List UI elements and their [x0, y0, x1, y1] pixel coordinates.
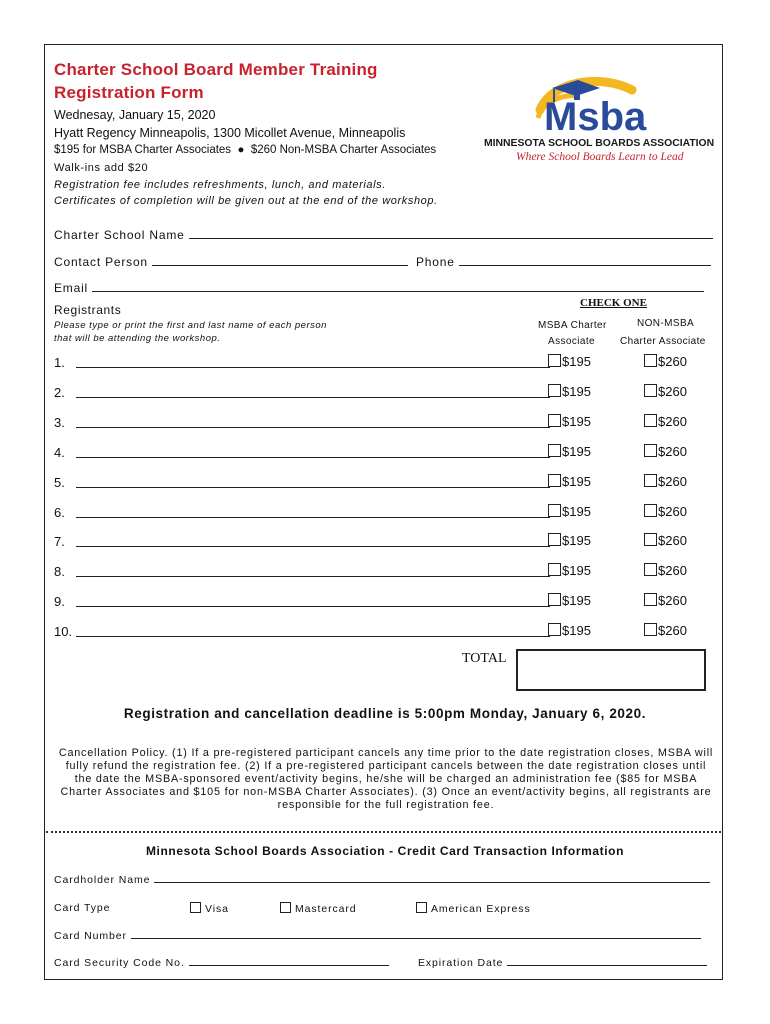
cardholder-line[interactable] — [154, 874, 710, 883]
member-price-option[interactable] — [548, 414, 591, 429]
security-code-field[interactable] — [54, 957, 389, 969]
visa-checkbox[interactable] — [190, 902, 201, 913]
nonmember-price: $260 — [658, 623, 687, 639]
member-price: $195 — [562, 503, 591, 519]
registrant-row — [54, 594, 714, 616]
member-checkbox[interactable] — [548, 474, 561, 487]
includes-note: Registration fee includes refreshments, lunch, and materials. — [54, 179, 386, 191]
member-checkbox[interactable] — [548, 384, 561, 397]
registrant-number: 9. — [54, 594, 65, 610]
nonmember-price: $260 — [658, 533, 687, 549]
phone-field[interactable] — [416, 255, 711, 269]
amex-label: American Express — [431, 903, 531, 915]
nonmember-checkbox[interactable] — [644, 474, 657, 487]
col1-header-2: Associate — [548, 336, 595, 347]
nonmember-checkbox[interactable] — [644, 354, 657, 367]
certificates-note: Certificates of completion will be given out at the end of the workshop. — [54, 195, 438, 207]
nonmember-checkbox[interactable] — [644, 444, 657, 457]
cardholder-field[interactable] — [54, 874, 710, 886]
registrant-name-line[interactable] — [76, 546, 550, 547]
member-checkbox[interactable] — [548, 593, 561, 606]
registrant-number: 2. — [54, 384, 65, 400]
school-name-field[interactable] — [54, 228, 713, 242]
member-price: $195 — [562, 443, 591, 459]
member-checkbox[interactable] — [548, 533, 561, 546]
card-number-field[interactable] — [54, 930, 701, 942]
member-price: $195 — [562, 593, 591, 609]
registrant-number: 5. — [54, 474, 65, 490]
col2-header-1: NON-MSBA — [637, 318, 695, 329]
nonmember-checkbox[interactable] — [644, 504, 657, 517]
total-box[interactable] — [516, 649, 706, 691]
expiration-field[interactable] — [418, 957, 707, 969]
member-price: $195 — [562, 623, 591, 639]
logo-acronym: Msba — [544, 95, 647, 139]
email-line[interactable] — [92, 281, 704, 292]
registrant-name-line[interactable] — [76, 517, 550, 518]
nonmember-price-option[interactable] — [644, 444, 687, 459]
security-code-label: Card Security Code No. — [54, 957, 185, 969]
registrant-number: 3. — [54, 414, 65, 430]
registrants-instructions-1: Please type or print the first and last name of each person — [54, 320, 327, 331]
nonmember-price-option[interactable] — [644, 623, 687, 638]
expiration-line[interactable] — [507, 957, 707, 966]
school-name-line[interactable] — [189, 228, 713, 239]
registrant-name-line[interactable] — [76, 636, 550, 637]
registrant-number: 7. — [54, 534, 65, 550]
member-price-option[interactable] — [548, 384, 591, 399]
nonmember-checkbox[interactable] — [644, 533, 657, 546]
member-price-option[interactable] — [548, 533, 591, 548]
nonmember-price: $260 — [658, 563, 687, 579]
amex-checkbox[interactable] — [416, 902, 427, 913]
registrant-name-line[interactable] — [76, 606, 550, 607]
registrant-number: 1. — [54, 355, 65, 370]
nonmember-checkbox[interactable] — [644, 593, 657, 606]
nonmember-price-option[interactable] — [644, 504, 687, 519]
section-divider — [46, 831, 721, 833]
registrant-number: 8. — [54, 564, 65, 580]
registrant-name-line[interactable] — [76, 576, 550, 577]
contact-line[interactable] — [152, 255, 408, 266]
nonmember-price-option[interactable] — [644, 354, 687, 369]
nonmember-price: $260 — [658, 413, 687, 429]
nonmember-price-option[interactable] — [644, 593, 687, 608]
form-subtitle: Registration Form — [54, 83, 204, 102]
event-location: Hyatt Regency Minneapolis, 1300 Micollet Avenue, Minneapolis — [54, 126, 406, 140]
walkins-note: Walk-ins add $20 — [54, 162, 149, 174]
registrant-name-line[interactable] — [76, 427, 550, 428]
member-checkbox[interactable] — [548, 354, 561, 367]
member-price-option[interactable] — [548, 354, 591, 369]
member-checkbox[interactable] — [548, 414, 561, 427]
registrant-row — [54, 355, 714, 377]
msba-logo — [482, 72, 714, 172]
col1-header-1: MSBA Charter — [538, 320, 607, 331]
bullet-icon: ● — [234, 144, 248, 156]
registrant-row — [54, 415, 714, 437]
registrant-row — [54, 385, 714, 407]
email-field[interactable] — [54, 281, 704, 295]
mastercard-option[interactable] — [280, 902, 357, 915]
nonmember-price: $260 — [658, 503, 687, 519]
registrant-row — [54, 534, 714, 556]
member-price-option[interactable] — [548, 474, 591, 489]
registrant-row — [54, 475, 714, 497]
nonmember-price: $260 — [658, 473, 687, 489]
nonmember-checkbox[interactable] — [644, 414, 657, 427]
deadline-text: Registration and cancellation deadline is 5:00pm Monday, January 6, 2020. — [123, 706, 647, 721]
nonmember-price-option[interactable] — [644, 414, 687, 429]
nonmember-price: $260 — [658, 383, 687, 399]
nonmember-price-option[interactable] — [644, 384, 687, 399]
registrants-heading: Registrants — [54, 303, 122, 317]
nonmember-price-option[interactable] — [644, 533, 687, 548]
member-price-option[interactable] — [548, 504, 591, 519]
member-price: $195 — [562, 563, 591, 579]
school-name-label: Charter School Name — [54, 228, 185, 242]
registrant-name-line[interactable] — [76, 487, 550, 488]
nonmember-price-option[interactable] — [644, 563, 687, 578]
email-label: Email — [54, 281, 89, 295]
event-date: Wednesay, January 15, 2020 — [54, 108, 216, 122]
registrant-row — [54, 505, 714, 527]
registrant-number: 4. — [54, 444, 65, 460]
phone-line[interactable] — [459, 255, 711, 266]
registrant-number: 6. — [54, 504, 65, 520]
nonmember-price: $260 — [658, 443, 687, 459]
mastercard-label: Mastercard — [295, 903, 357, 915]
registrant-name-line[interactable] — [76, 397, 550, 398]
card-type-label: Card Type — [54, 902, 111, 914]
fee-member: $195 for MSBA Charter Associates — [54, 144, 232, 156]
member-checkbox[interactable] — [548, 563, 561, 576]
registrant-name-line[interactable] — [76, 457, 550, 458]
member-price: $195 — [562, 473, 591, 489]
fee-line — [54, 144, 436, 156]
registrant-number: 10. — [54, 624, 73, 640]
member-price: $195 — [562, 413, 591, 429]
expiration-label: Expiration Date — [418, 957, 504, 969]
member-price: $195 — [562, 533, 591, 549]
card-number-line[interactable] — [131, 930, 701, 939]
member-checkbox[interactable] — [548, 444, 561, 457]
logo-graphic — [482, 72, 714, 172]
card-number-label: Card Number — [54, 930, 127, 942]
registrant-row — [54, 624, 714, 646]
mastercard-checkbox[interactable] — [280, 902, 291, 913]
check-one-heading: CHECK ONE — [580, 297, 647, 309]
col2-header-2: Charter Associate — [620, 336, 706, 347]
fee-nonmember: $260 Non-MSBA Charter Associates — [250, 144, 437, 156]
contact-label: Contact Person — [54, 255, 148, 269]
visa-option[interactable] — [190, 902, 229, 915]
cardholder-label: Cardholder Name — [54, 874, 151, 886]
member-checkbox[interactable] — [548, 623, 561, 636]
visa-label: Visa — [205, 903, 229, 915]
logo-name: MINNESOTA SCHOOL BOARDS ASSOCIATION — [484, 138, 714, 149]
registrants-instructions-2: that will be attending the workshop. — [54, 333, 221, 344]
nonmember-price: $260 — [658, 354, 687, 369]
total-label: TOTAL — [462, 651, 507, 666]
member-price-option[interactable] — [548, 444, 591, 459]
nonmember-checkbox[interactable] — [644, 563, 657, 576]
contact-person-field[interactable] — [54, 255, 408, 269]
cancellation-policy: Cancellation Policy. (1) If a pre-registered participant cancels any time prior to the date registration closes, MSBA will fully refund the registration fee. (2) If a pre-registered participant cancels between the date registration closes until the date the MSBA-sponsored event/activity begins, he/she will be charged an administration fee ($85 for MSBA Charter Associates and $105 for non-MSBA Charter Associates). (3) Once an event/activity begins, all registrants are responsible for the full registration fee. — [58, 747, 714, 811]
member-checkbox[interactable] — [548, 504, 561, 517]
nonmember-price: $260 — [658, 593, 687, 609]
form-title: Charter School Board Member Training — [54, 60, 378, 79]
registrant-name-line[interactable] — [76, 367, 550, 368]
nonmember-checkbox[interactable] — [644, 623, 657, 636]
registrant-row — [54, 564, 714, 586]
credit-card-title: Minnesota School Boards Association - Credit Card Transaction Information — [145, 844, 625, 858]
member-price-option[interactable] — [548, 593, 591, 608]
member-price-option[interactable] — [548, 563, 591, 578]
member-price: $195 — [562, 354, 591, 369]
nonmember-checkbox[interactable] — [644, 384, 657, 397]
amex-option[interactable] — [416, 902, 531, 915]
security-code-line[interactable] — [189, 957, 389, 966]
logo-tagline: Where School Boards Learn to Lead — [516, 151, 684, 163]
phone-label: Phone — [416, 255, 455, 269]
member-price-option[interactable] — [548, 623, 591, 638]
member-price: $195 — [562, 383, 591, 399]
registrant-row — [54, 445, 714, 467]
nonmember-price-option[interactable] — [644, 474, 687, 489]
